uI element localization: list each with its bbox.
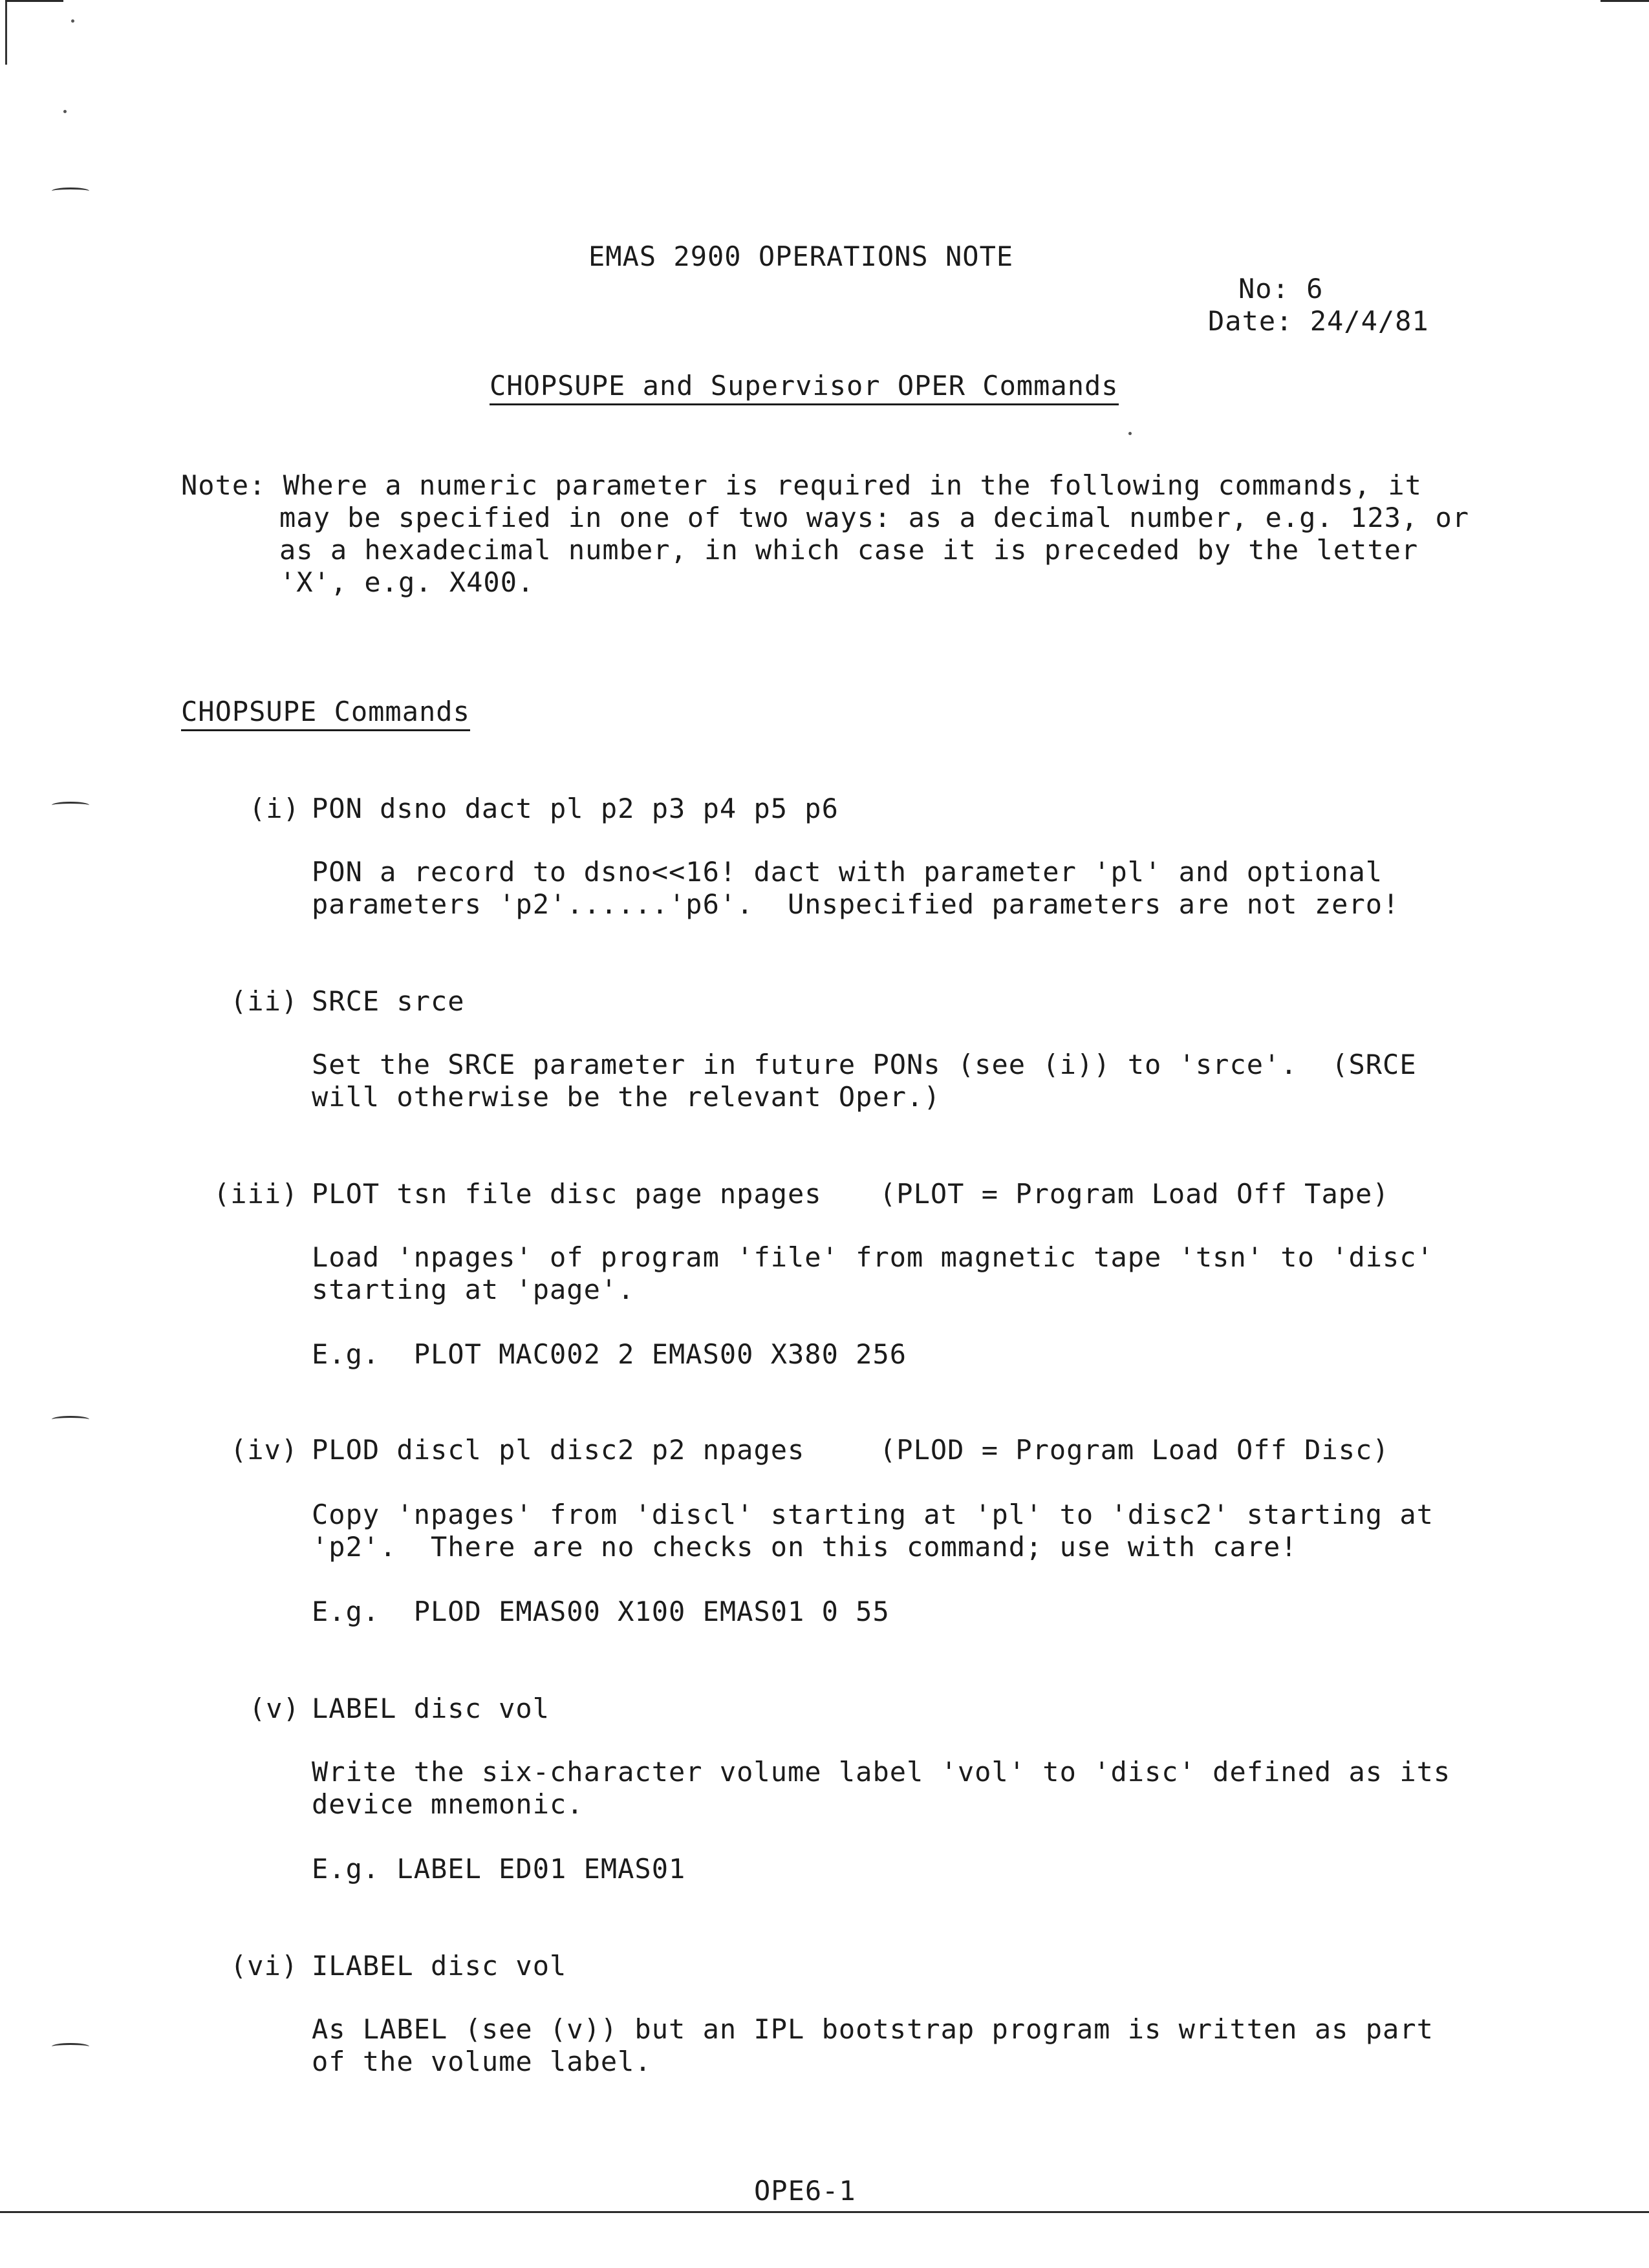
command-description: parameters 'p2'......'p6'. Unspecified parameters are not zero! (312, 888, 1400, 920)
note-line: 'X', e.g. X400. (279, 566, 535, 598)
document-title: EMAS 2900 OPERATIONS NOTE (588, 241, 1014, 272)
command-expansion: (PLOD = Program Load Off Disc) (879, 1434, 1390, 1466)
page-heading: CHOPSUPE and Supervisor OPER Commands (490, 370, 1119, 405)
speck (63, 110, 67, 113)
punch-hole-mark (52, 1416, 89, 1423)
command-number: (iii) (213, 1178, 299, 1210)
command-description: will otherwise be the relevant Oper.) (312, 1081, 941, 1113)
punch-hole-mark (52, 187, 89, 195)
section-heading: CHOPSUPE Commands (181, 696, 470, 731)
command-description: As LABEL (see (v)) but an IPL bootstrap program is written as part (312, 2013, 1434, 2045)
command-description: Load 'npages' of program 'file' from magnetic tape 'tsn' to 'disc' (312, 1241, 1434, 1273)
command-syntax: PON dsno dact pl p2 p3 p4 p5 p6 (312, 793, 839, 824)
command-syntax: SRCE srce (312, 985, 465, 1017)
command-description: starting at 'page'. (312, 1274, 635, 1305)
command-description: PON a record to dsno<<16! dact with parameter 'pl' and optional (312, 856, 1383, 888)
command-syntax: PLOT tsn file disc page npages (312, 1178, 822, 1210)
command-description: of the volume label. (312, 2046, 652, 2077)
command-description: device mnemonic. (312, 1788, 584, 1820)
command-syntax: ILABEL disc vol (312, 1950, 567, 1982)
command-description: Write the six-character volume label 'vol' to 'disc' defined as its (312, 1756, 1451, 1788)
scan-top-right-mark (1600, 0, 1649, 2)
punch-hole-mark (52, 802, 89, 809)
note-date: Date: 24/4/81 (1208, 305, 1429, 337)
command-example: E.g. PLOD EMAS00 X100 EMAS01 0 55 (312, 1596, 890, 1627)
note-line: may be specified in one of two ways: as a decimal number, e.g. 123, or (279, 502, 1470, 533)
command-example: E.g. PLOT MAC002 2 EMAS00 X380 256 (312, 1338, 907, 1370)
page-number: OPE6-1 (754, 2175, 856, 2207)
command-example: E.g. LABEL ED01 EMAS01 (312, 1853, 686, 1885)
scan-edge-mark (5, 0, 7, 65)
speck (71, 19, 74, 23)
command-description: Set the SRCE parameter in future PONs (see (i)) to 'srce'. (SRCE (312, 1049, 1417, 1080)
command-description: 'p2'. There are no checks on this command; use with care! (312, 1531, 1298, 1563)
command-number: (vi) (230, 1950, 299, 1982)
command-syntax: PLOD discl pl disc2 p2 npages (312, 1434, 805, 1466)
punch-hole-mark (52, 2043, 89, 2050)
command-expansion: (PLOT = Program Load Off Tape) (879, 1178, 1390, 1210)
command-number: (ii) (230, 985, 299, 1017)
command-description: Copy 'npages' from 'discl' starting at 'pl' to 'disc2' starting at (312, 1499, 1434, 1530)
command-number: (v) (249, 1693, 300, 1724)
note-line: Note: Where a numeric parameter is required in the following commands, it (181, 469, 1422, 501)
bottom-rule (0, 2211, 1649, 2213)
speck (1128, 432, 1132, 435)
note-line: as a hexadecimal number, in which case it is preceded by the letter (279, 534, 1419, 566)
scan-top-mark (5, 0, 63, 2)
command-number: (i) (249, 793, 300, 824)
note-number: No: 6 (1238, 273, 1324, 305)
command-syntax: LABEL disc vol (312, 1693, 550, 1724)
command-number: (iv) (230, 1434, 299, 1466)
